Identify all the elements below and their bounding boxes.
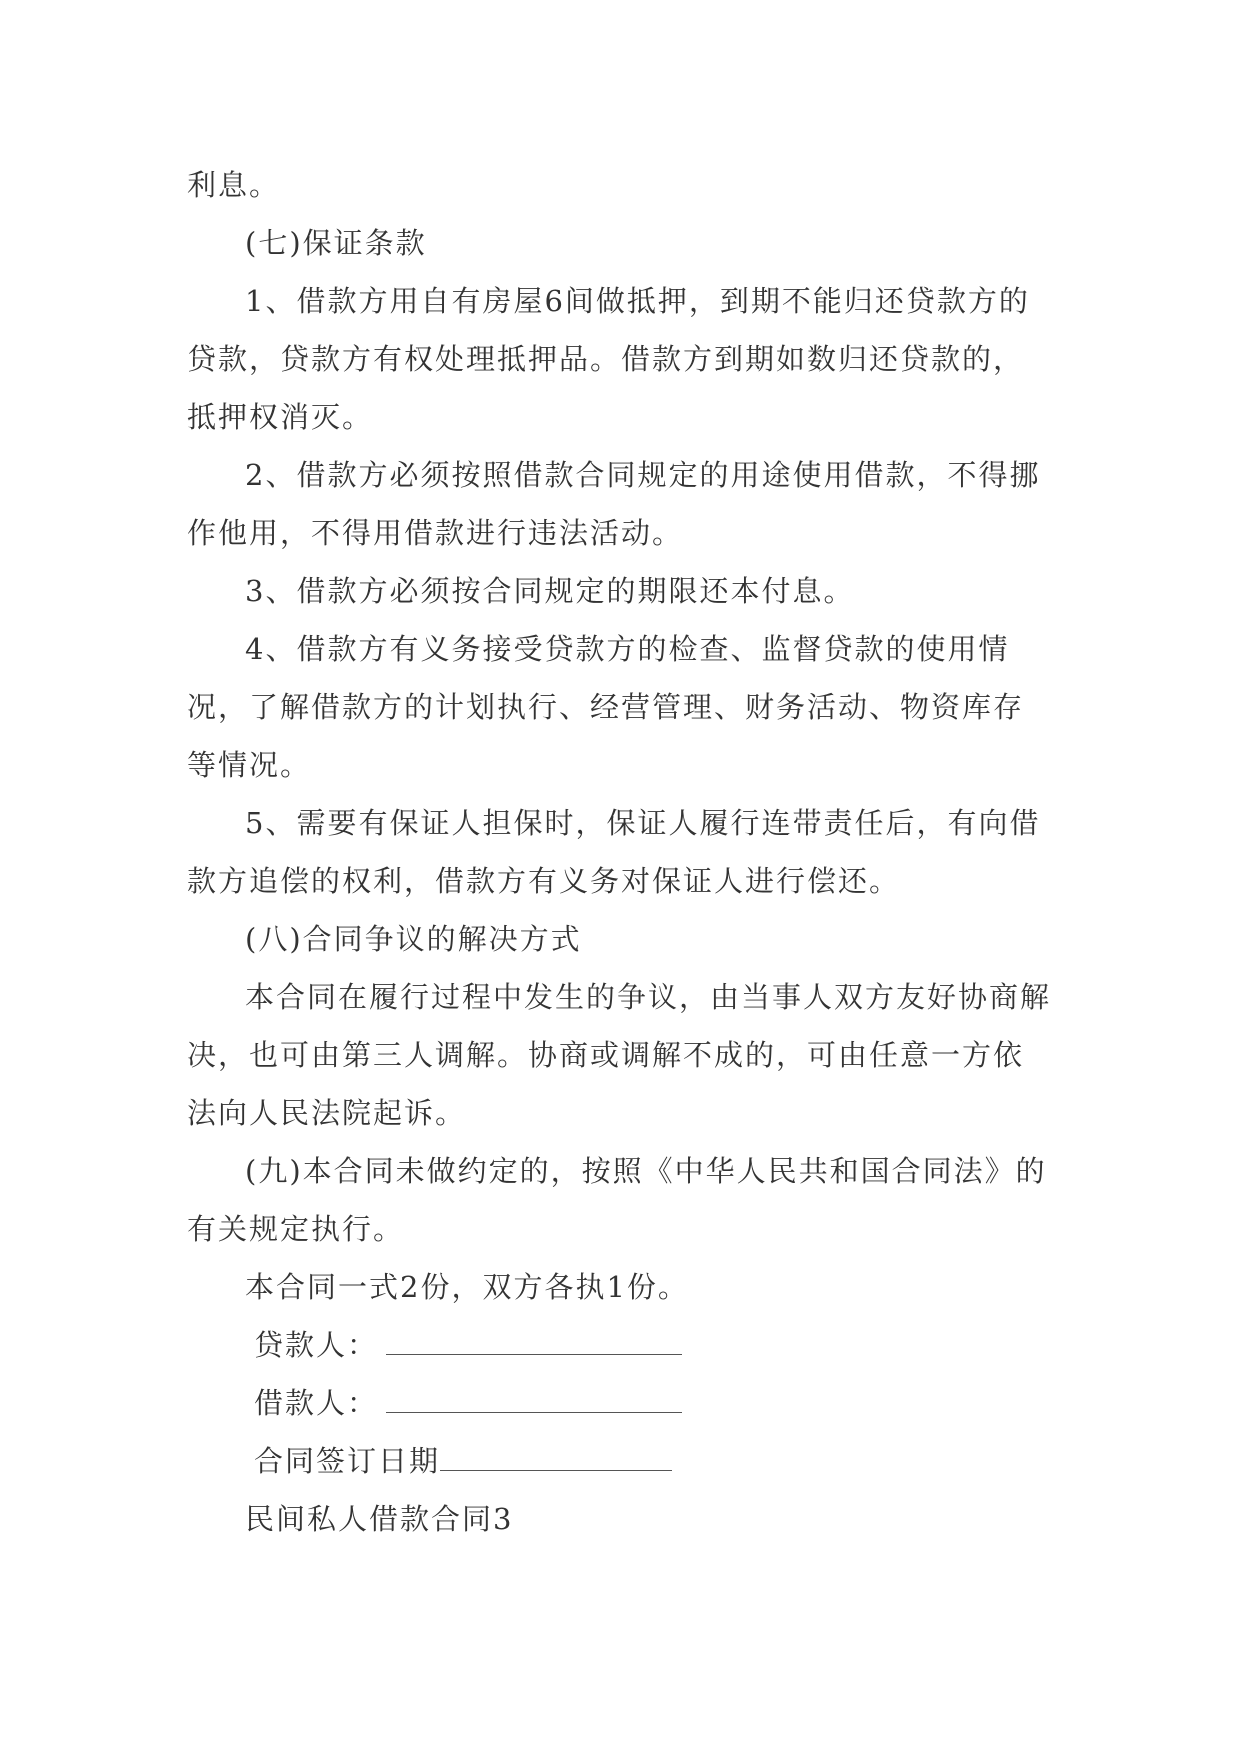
date-signature-line[interactable] <box>440 1432 672 1471</box>
borrower-label: 借款人： <box>254 1386 379 1420</box>
copies-statement: 本合同一式2份，双方各执1份。 <box>245 1270 689 1304</box>
document-body <box>187 156 1053 1548</box>
lender-label: 贷款人： <box>254 1328 379 1362</box>
date-label: 合同签订日期 <box>254 1444 441 1478</box>
dispute-paragraph: 本合同在履行过程中发生的争议，由当事人双方友好协商解决，也可由第三人调解。协商或调解不成的，可由任意一方依法向人民法院起诉。 <box>187 980 1052 1130</box>
date-signature-row <box>187 1432 1053 1490</box>
clause-3: 3、借款方必须按合同规定的期限还本付息。 <box>245 574 855 608</box>
clause-2: 2、借款方必须按照借款合同规定的用途使用借款，不得挪作他用，不得用借款进行违法活动。 <box>187 458 1041 550</box>
lender-signature-row <box>187 1316 1053 1374</box>
lender-signature-line[interactable] <box>386 1316 682 1355</box>
clause-9: (九)本合同未做约定的，按照《中华人民共和国合同法》的有关规定执行。 <box>187 1154 1047 1246</box>
heading-dispute-resolution: (八)合同争议的解决方式 <box>245 922 582 956</box>
next-section-title: 民间私人借款合同3 <box>245 1502 514 1536</box>
clause-1: 1、借款方用自有房屋6间做抵押，到期不能归还贷款方的贷款，贷款方有权处理抵押品。借款方到期如数归还贷款的，抵押权消灭。 <box>187 284 1030 434</box>
borrower-signature-row <box>187 1374 1053 1432</box>
clause-5: 5、需要有保证人担保时，保证人履行连带责任后，有向借款方追偿的权利，借款方有义务对保证人进行偿还。 <box>187 806 1041 898</box>
heading-guarantee-clause: (七)保证条款 <box>245 226 427 260</box>
paragraph-interest-end: 利息。 <box>187 168 281 202</box>
borrower-signature-line[interactable] <box>386 1374 682 1413</box>
clause-4: 4、借款方有义务接受贷款方的检查、监督贷款的使用情况，了解借款方的计划执行、经营管理、财务活动、物资库存等情况。 <box>187 632 1025 782</box>
